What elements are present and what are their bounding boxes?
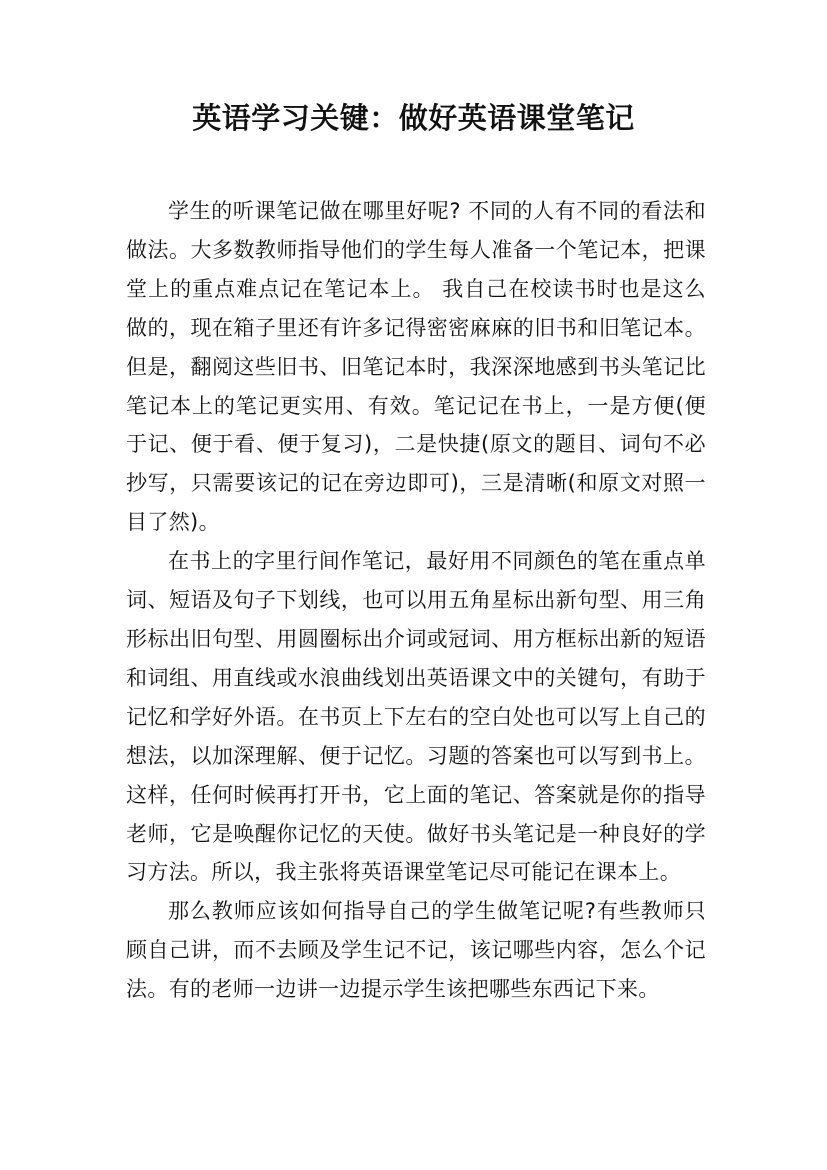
paragraph-2: 在书上的字里行间作笔记，最好用不同颜色的笔在重点单词、短语及句子下划线，也可以用五角星标出新句型、用三角形标出旧句型、用圆圈标出介词或冠词、用方框标出新的短语和词组、用直线或水浪曲线划出英语课文中的关键句，有助于记忆和学好外语。在书页上下左右的空白处也可以写上自己的想法，以加深理解、便于记忆。习题的答案也可以写到书上。这样，任何时候再打开书，它上面的笔记、答案就是你的指导老师，它是唤醒你记忆的天使。做好书头笔记是一种良好的学习方法。所以，我主张将英语课堂笔记尽可能记在课本上。 bbox=[126, 549, 706, 885]
paragraph-3: 那么教师应该如何指导自己的学生做笔记呢?有些教师只顾自己讲，而不去顾及学生记不记，该记哪些内容，怎么个记法。有的老师一边讲一边提示学生该把哪些东西记下来。 bbox=[126, 899, 706, 1002]
paragraph-1: 学生的听课笔记做在哪里好呢? 不同的人有不同的看法和做法。大多数教师指导他们的学生每人准备一个笔记本，把课堂上的重点难点记在笔记本上。 我自己在校读书时也是这么做的，现在箱子里还有许多记得密密麻麻的旧书和旧笔记本。但是，翻阅这些旧书、旧笔记本时，我深深地感到书头笔记比笔记本上的笔记更实用、有效。笔记记在书上，一是方便(便于记、便于看、便于复习)，二是快捷(原文的题目、词句不必抄写，只需要该记的记在旁边即可)，三是清晰(和原文对照一目了然)。 bbox=[126, 199, 706, 535]
document-title: 英语学习关键：做好英语课堂笔记 bbox=[192, 101, 635, 135]
document-body bbox=[126, 192, 706, 1009]
